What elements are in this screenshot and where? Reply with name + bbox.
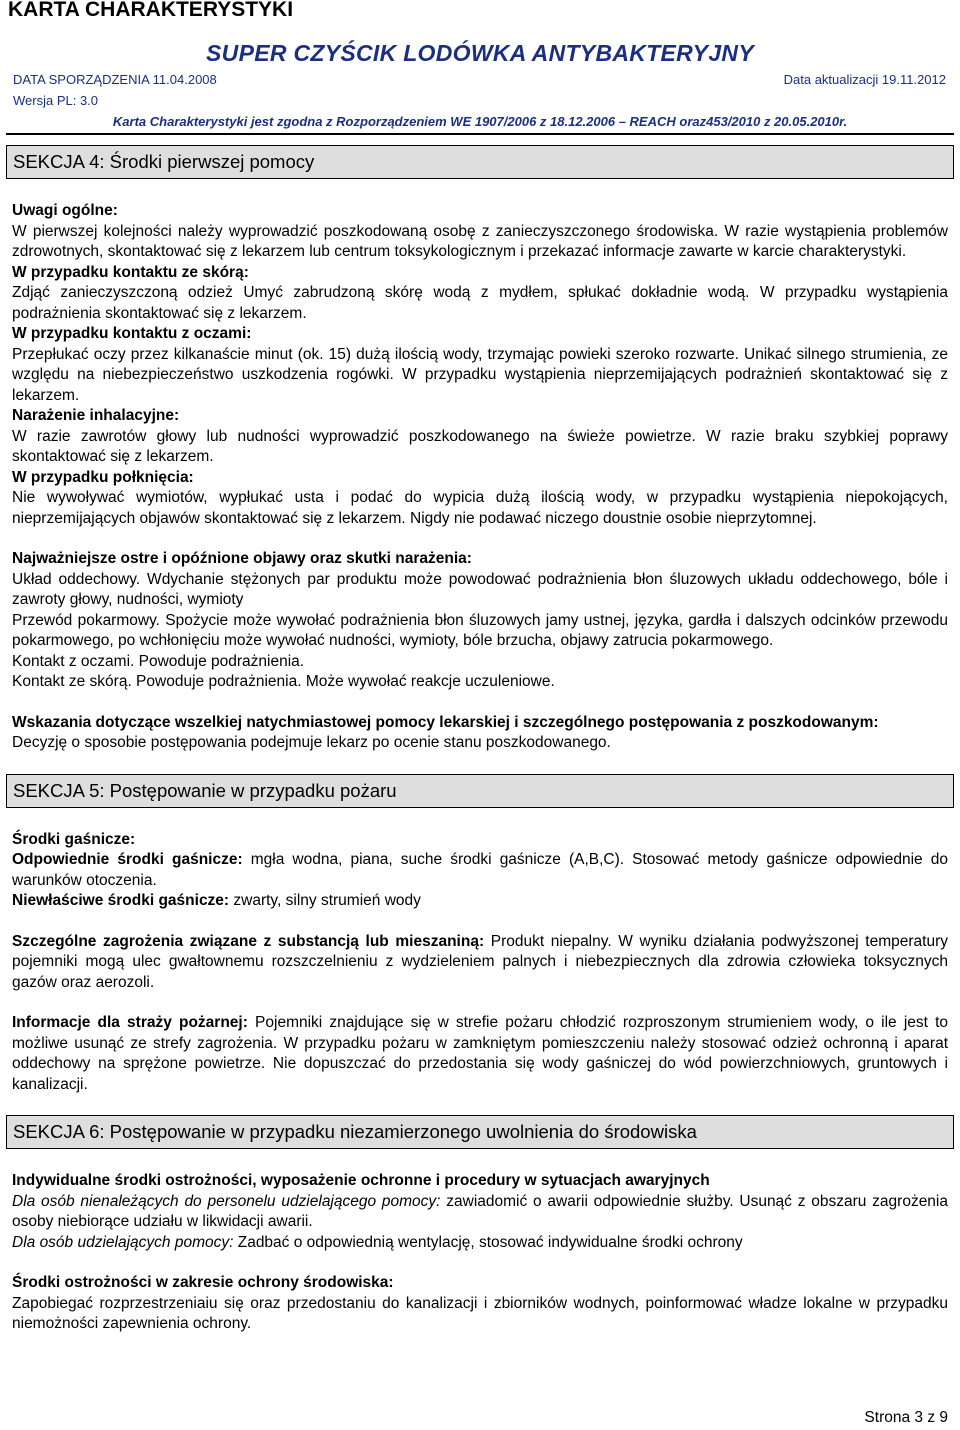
symptoms-skin: Kontakt ze skórą. Powoduje podrażnienia. Może wywołać reakcje uczuleniowe. [12, 673, 555, 690]
skin-contact-text: Zdjąć zanieczyszczoną odzież Umyć zabrudzoną skórę wodą z mydłem, spłukać dokładnie wodą. W przypadku wystąpienia podrażnienia skontaktować się z lekarzem. [12, 284, 948, 322]
general-remarks-heading: Uwagi ogólne: [12, 202, 118, 219]
non-emergency-personnel [12, 1192, 948, 1233]
eye-contact-text: Przepłukać oczy przez kilkanaście minut (ok. 15) dużą ilością wody, trzymając powieki szeroko rozwarte. Unikać silnego strumienia, ze względu na niebezpieczeństwo uszkodzenia rogówki. W przypadku wystąpienia nieprzemijających podrażnień skontaktować się z lekarzem. [12, 345, 948, 404]
unsuitable-media-label: Niewłaściwe środki gaśnicze: [12, 892, 230, 909]
responders-text: Zadbać o odpowiednią wentylację, stosować indywidualne środki ochrony [233, 1233, 743, 1251]
special-hazards [12, 932, 948, 994]
section-4-heading: SEKCJA 4: Środki pierwszej pomocy [6, 145, 954, 179]
suitable-media-text: mgła wodna, piana, suche środki gaśnicze (A,B,C). Stosować metody gaśnicze odpowiednie do warunków otoczenia. [12, 851, 948, 889]
section-5-heading: SEKCJA 5: Postępowanie w przypadku pożaru [6, 774, 954, 808]
extinguishing-media-heading: Środki gaśnicze: [12, 830, 136, 848]
date-created: DATA SPORZĄDZENIA 11.04.2008 [13, 72, 217, 87]
environmental-precautions-heading: Środki ostrożności w zakresie ochrony środowiska: [12, 1274, 394, 1291]
product-name: SUPER CZYŚCIK LODÓWKA ANTYBAKTERYJNY [206, 40, 754, 66]
medical-attention-heading: Wskazania dotyczące wszelkiej natychmiastowej pomocy lekarskiej i szczególnego postępowania z poszkodowanym: [12, 713, 879, 731]
personal-precautions-heading: Indywidualne środki ostrożności, wyposażenie ochronne i procedury w sytuacjach awaryjnych [12, 1172, 710, 1189]
environmental-precautions-text: Zapobiegać rozprzestrzeniaiu się oraz przedostaniu do kanalizacji i zbiorników wodnych, poinformować władze lokalne w przypadku niemożności zapewnienia ochrony. [12, 1294, 948, 1332]
skin-contact-heading: W przypadku kontaktu ze skórą: [12, 263, 249, 281]
firefighter-advice-text: Pojemniki znajdujące się w strefie pożaru chłodzić rozproszonym strumieniem wody, o ile jest to możliwe usunąć ze strefy zagrożenia. W przypadku pożaru w zamkniętym pomieszczeniu należy stosować odzież ochronną i aparat oddechowy na sprężone powietrze. Nie dopuszczać do przedostania się wody gaśniczej do wód powierzchniowych, gruntowych i kanalizacji. [12, 1014, 948, 1093]
special-hazards-text: Produkt niepalny. W wyniku działania podwyższonej temperatury pojemniki mogą ulec gwałtownemu rozszczelnieniu z wydzieleniem palnych i niebezpiecznych dla zdrowia człowieka toksycznych gazów oraz aerozoli. [12, 932, 948, 991]
emergency-responders [12, 1233, 948, 1254]
special-hazards-label: Szczególne zagrożenia związane z substancją lub mieszaniną: [12, 932, 485, 950]
symptoms-digestive: Przewód pokarmowy. Spożycie może wywołać podrażnienia błon śluzowych jamy ustnej, języka, gardła i dalszych odcinków przewodu pokarmowego, po wchłonięciu może wywołać nudności, wymioty, bóle brzucha, objawy zatrucia pokarmowego. [12, 611, 948, 649]
section-6-heading: SEKCJA 6: Postępowanie w przypadku niezamierzonego uwolnienia do środowiska [6, 1115, 954, 1149]
inhalation-heading: Narażenie inhalacyjne: [12, 407, 180, 424]
symptoms-eyes: Kontakt z oczami. Powoduje podrażnienia. [12, 652, 305, 670]
firefighter-advice [12, 1013, 948, 1095]
page-number: Strona 3 z 9 [864, 1409, 948, 1426]
medical-attention-text: Decyzję o sposobie postępowania podejmuje lekarz po ocenie stanu poszkodowanego. [12, 734, 611, 751]
document-body [12, 145, 948, 1335]
unsuitable-media-text: zwarty, silny strumień wody [229, 892, 421, 909]
ingestion-heading: W przypadku połknięcia: [12, 468, 194, 486]
unsuitable-media [12, 891, 948, 912]
suitable-media-label: Odpowiednie środki gaśnicze: [12, 851, 243, 868]
non-emergency-text: zawiadomić o awarii odpowiednie służby. Usunąć z obszaru zagrożenia osoby niebiorące udziału w likwidacji awarii. [12, 1192, 948, 1230]
general-remarks-text: W pierwszej kolejności należy wyprowadzić poszkodowaną osobę z zanieczyszczonego środowiska. W razie wystąpienia problemów zdrowotnych, skontaktować się z lekarzem lub centrum toksykologicznym i przekazać informacje zawarte w karcie charakterystyki. [12, 222, 948, 260]
symptoms-heading: Najważniejsze ostre i opóźnione objawy oraz skutki narażenia: [12, 550, 472, 567]
date-updated: Data aktualizacji 19.11.2012 [783, 72, 946, 87]
symptoms-respiratory: Układ oddechowy. Wdychanie stężonych par produktu może powodować podrażnienia błon śluzowych układu oddechowego, bóle i zawroty głowy, nudności, wymioty [12, 570, 948, 608]
suitable-media [12, 850, 948, 891]
ingestion-text: Nie wywoływać wymiotów, wypłukać usta i podać do wypicia dużą ilością wody, w przypadku wystąpienia niepokojących, nieprzemijających objawów skontaktować się z lekarzem. Nigdy nie podawać niczego doustnie osobie nieprzytomnej. [12, 489, 948, 527]
header-divider [6, 133, 954, 135]
document-title: KARTA CHARAKTERYSTYKI [8, 0, 294, 21]
inhalation-text: W razie zawrotów głowy lub nudności wyprowadzić poszkodowanego na świeże powietrze. W razie braku szybkiej poprawy skontaktować się z lekarzem. [12, 427, 948, 465]
compliance-note: Karta Charakterystyki jest zgodna z Rozporządzeniem WE 1907/2006 z 18.12.2006 – REACH oraz453/2010 z 20.05.2010r. [112, 114, 848, 129]
eye-contact-heading: W przypadku kontaktu z oczami: [12, 325, 252, 342]
responders-label: Dla osób udzielających pomocy: [12, 1233, 234, 1251]
firefighter-advice-label: Informacje dla straży pożarnej: [12, 1014, 248, 1031]
version-label: Wersja PL: 3.0 [13, 93, 99, 108]
non-emergency-label: Dla osób nienależących do personelu udzielającego pomocy: [12, 1192, 441, 1210]
